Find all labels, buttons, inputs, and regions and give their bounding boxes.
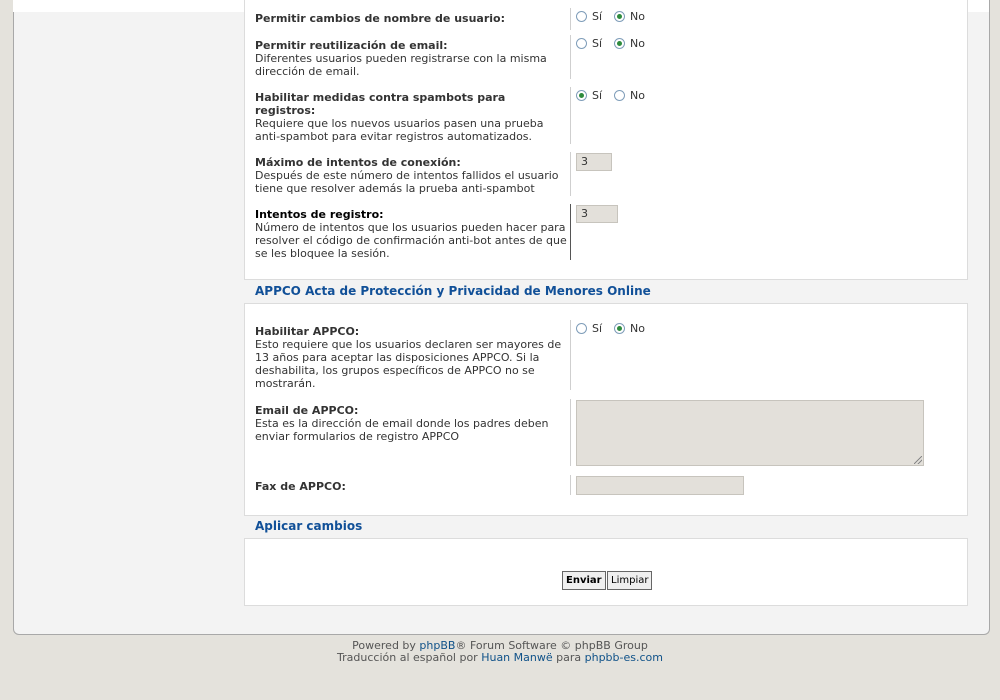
resize-grip-icon[interactable] [914, 456, 922, 464]
email-reuse-yes[interactable]: Sí [576, 37, 602, 50]
coppa-email-row [255, 404, 569, 443]
email-reuse-label: Permitir reutilización de email: [255, 39, 448, 52]
antispam-explain: Requiere que los nuevos usuarios pasen una prueba anti-spambot para evitar registros automatizados. [255, 117, 544, 143]
coppa-enable-row [255, 325, 569, 390]
coppa-email-label: Email de APPCO: [255, 404, 359, 417]
submit-legend: Aplicar cambios [255, 519, 363, 533]
email-reuse-no[interactable]: No [614, 37, 645, 50]
footer-powered: Powered by phpBB® Forum Software © phpBB Group [352, 639, 648, 652]
coppa-fax-label: Fax de APPCO: [255, 480, 346, 493]
email-reuse-explain: Diferentes usuarios pueden registrarse con la misma dirección de email. [255, 52, 547, 78]
reset-button[interactable]: Limpiar [607, 571, 652, 590]
antispam-row [255, 91, 569, 143]
email-reuse-row [255, 39, 569, 78]
radio-checked-icon[interactable] [576, 90, 587, 101]
coppa-enable-options [576, 322, 657, 335]
radio-icon[interactable] [576, 11, 587, 22]
antispam-no[interactable]: No [614, 89, 645, 102]
reg-attempts-row [255, 208, 569, 260]
row-divider [570, 204, 571, 260]
coppa-legend: APPCO Acta de Protección y Privacidad de Menores Online [255, 284, 651, 298]
email-reuse-options [576, 37, 657, 50]
coppa-email-textarea[interactable] [576, 400, 924, 466]
max-login-row [255, 156, 569, 195]
footer [0, 640, 1000, 664]
coppa-email-explain: Esta es la dirección de email donde los padres deben enviar formularios de registro APPCO [255, 417, 549, 443]
username-changes-no[interactable]: No [614, 10, 645, 23]
site-link[interactable]: phpbb-es.com [584, 651, 663, 664]
radio-checked-icon[interactable] [614, 38, 625, 49]
radio-icon[interactable] [576, 323, 587, 334]
max-login-label: Máximo de intentos de conexión: [255, 156, 461, 169]
submit-fieldset [244, 538, 968, 606]
radio-checked-icon[interactable] [614, 11, 625, 22]
row-divider [570, 87, 571, 144]
max-login-explain: Después de este número de intentos fallidos el usuario tiene que resolver además la prueba anti-spambot [255, 169, 559, 195]
submit-button[interactable]: Enviar [562, 571, 606, 590]
row-divider [570, 152, 571, 196]
coppa-fax-input[interactable] [576, 476, 744, 495]
radio-icon[interactable] [614, 90, 625, 101]
antispam-label: Habilitar medidas contra spambots para registros: [255, 91, 506, 117]
row-divider [570, 35, 571, 79]
coppa-enable-label: Habilitar APPCO: [255, 325, 360, 338]
translator-link[interactable]: Huan Manwë [481, 651, 553, 664]
coppa-enable-yes[interactable]: Sí [576, 322, 602, 335]
username-changes-options [576, 10, 657, 23]
username-changes-label: Permitir cambios de nombre de usuario: [255, 12, 505, 25]
coppa-enable-no[interactable]: No [614, 322, 645, 335]
max-login-input[interactable]: 3 [576, 153, 612, 171]
row-divider [570, 399, 571, 466]
phpbb-link[interactable]: phpBB [419, 639, 456, 652]
row-divider [570, 320, 571, 390]
reg-attempts-label: Intentos de registro: [255, 208, 384, 221]
username-changes-yes[interactable]: Sí [576, 10, 602, 23]
coppa-fax-row [255, 480, 569, 493]
row-divider [570, 8, 571, 30]
coppa-enable-explain: Esto requiere que los usuarios declaren ser mayores de 13 años para aceptar las disposiciones APPCO. Si la deshabilita, los grupos específicos de APPCO no se mostrarán. [255, 338, 562, 390]
row-divider [570, 475, 571, 495]
username-changes-row [255, 12, 569, 25]
radio-icon[interactable] [576, 38, 587, 49]
reg-attempts-input[interactable]: 3 [576, 205, 618, 223]
antispam-yes[interactable]: Sí [576, 89, 602, 102]
radio-checked-icon[interactable] [614, 323, 625, 334]
antispam-options [576, 89, 657, 102]
footer-translation: Traducción al español por Huan Manwë para phpbb-es.com [337, 651, 663, 664]
reg-attempts-explain: Número de intentos que los usuarios pueden hacer para resolver el código de confirmación anti-bot antes de que se les bloquee la sesión. [255, 221, 567, 260]
